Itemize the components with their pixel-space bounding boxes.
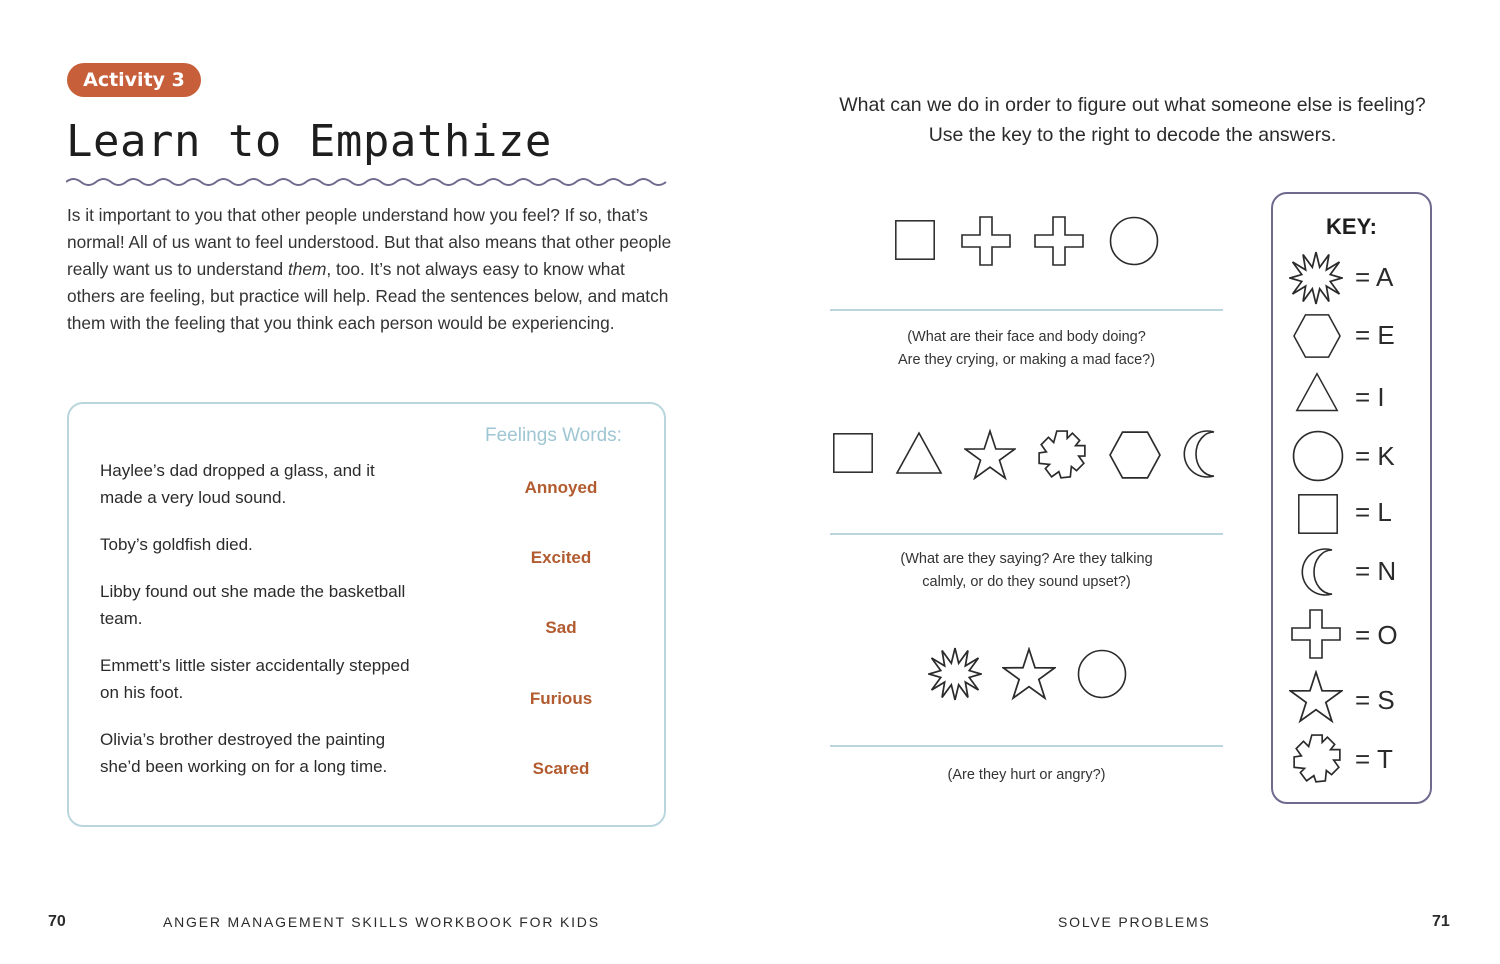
circle-icon — [1292, 430, 1344, 482]
feelings-words-heading: Feelings Words: — [485, 425, 622, 446]
feeling-word: Sad — [545, 618, 577, 637]
intro-text-2: , too. It’s not always easy to know what others are feeling, but practice will help. Read the sentences below, and match them with the feeling that you think each person would be experiencing. — [67, 259, 669, 333]
burst-icon — [928, 647, 982, 701]
key-letter: = N — [1355, 556, 1397, 586]
running-title-left: ANGER MANAGEMENT SKILLS WORKBOOK FOR KIDS — [163, 914, 600, 930]
triangle-icon — [894, 429, 944, 479]
intro-paragraph — [67, 202, 672, 337]
key-letter: = L — [1355, 497, 1392, 527]
star-icon — [1002, 647, 1056, 701]
feeling-word: Excited — [530, 548, 592, 567]
sentence-item: Toby’s goldfish died. — [100, 535, 253, 554]
feeling-word: Annoyed — [524, 478, 598, 497]
sentence-item: Olivia’s brother destroyed the painting she’d been working on for a long time. — [100, 730, 388, 776]
hint-line: (What are they saying? Are they talking — [900, 551, 1153, 567]
key-letter: = A — [1355, 262, 1394, 292]
feeling-word: Scared — [532, 759, 590, 778]
square-icon — [829, 429, 877, 477]
key-letter: = I — [1355, 382, 1385, 412]
key-letter: = S — [1355, 685, 1395, 715]
key-title: KEY: — [1326, 214, 1377, 239]
square-icon — [1294, 490, 1342, 538]
circle-icon — [1109, 216, 1159, 266]
instruction-question: What can we do in order to figure out what someone else is feeling? Use the key to the right to decode the answers. — [839, 94, 1426, 146]
answer-line — [830, 309, 1223, 311]
cross-icon — [961, 216, 1011, 266]
hexagon-icon — [1290, 312, 1344, 360]
gear-icon — [1036, 429, 1088, 481]
burst-icon — [1289, 251, 1343, 305]
answer-line — [830, 745, 1223, 747]
feeling-word: Furious — [529, 689, 593, 708]
circle-icon — [1077, 649, 1127, 699]
sentence-item: Haylee’s dad dropped a glass, and it made a very loud sound. — [100, 461, 375, 507]
page-number-right: 71 — [1432, 913, 1450, 930]
gear-icon — [1291, 733, 1343, 785]
star-icon — [964, 429, 1016, 481]
hint-line: (What are their face and body doing? — [907, 329, 1146, 345]
crescent-icon — [1181, 429, 1231, 479]
crescent-icon — [1299, 547, 1349, 597]
hint-text — [830, 548, 1223, 594]
hint-text: (Are they hurt or angry?) — [947, 767, 1106, 783]
key-letter: = K — [1355, 441, 1395, 471]
key-letter: = T — [1355, 744, 1393, 774]
sentence-item: Emmett’s little sister accidentally stepped on his foot. — [100, 656, 410, 702]
wavy-divider — [66, 175, 670, 189]
cross-icon — [1034, 216, 1084, 266]
intro-text-1: Is it important to you that other people understand how you feel? If so, that’s normal! All of us want to feel understood. But that also means that other people really want us to understand — [67, 205, 672, 279]
key-letter: = E — [1355, 320, 1395, 350]
cross-icon — [1291, 609, 1341, 659]
intro-emphasis: them — [287, 259, 327, 279]
star-icon — [1289, 670, 1343, 724]
answer-line — [830, 533, 1223, 535]
square-icon — [891, 216, 939, 264]
hint-line: Are they crying, or making a mad face?) — [897, 352, 1156, 368]
hint-text — [830, 326, 1223, 372]
running-title-right: SOLVE PROBLEMS — [1058, 914, 1211, 930]
triangle-icon — [1293, 370, 1341, 416]
activity-badge: Activity 3 — [67, 63, 201, 97]
page-title: Learn to Empathize — [66, 116, 552, 167]
page-number-left: 70 — [48, 913, 66, 930]
hint-line: calmly, or do they sound upset?) — [922, 574, 1131, 590]
sentence-item: Libby found out she made the basketball team. — [100, 582, 406, 628]
hexagon-icon — [1108, 429, 1162, 481]
key-letter: = O — [1355, 620, 1398, 650]
